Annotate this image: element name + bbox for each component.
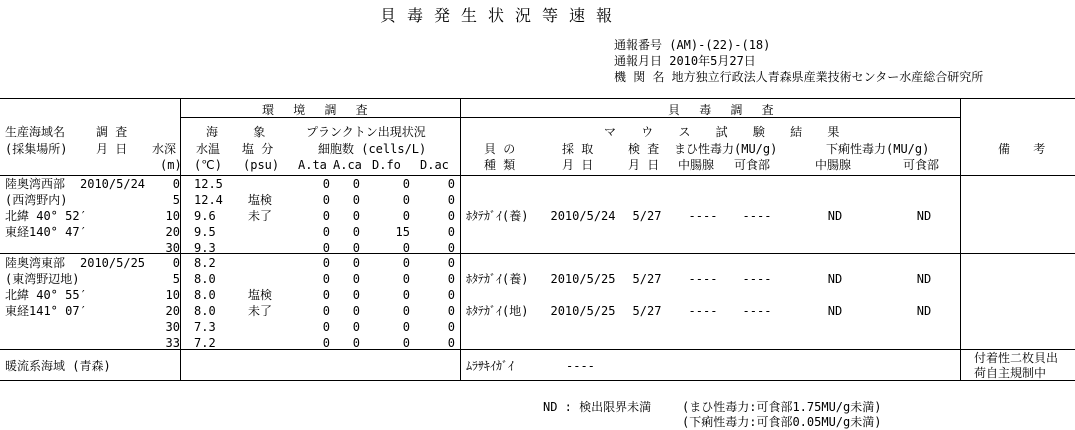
header-marine: 海 象 — [206, 125, 280, 139]
cell-ata: 0 — [322, 272, 330, 286]
cell-psp-edible: ---- — [742, 209, 772, 223]
cell-ata: 0 — [322, 225, 330, 239]
header-depth: 水深 — [152, 142, 177, 156]
agency-name: 機 関 名 地方独立行政法人青森県産業技術センター水産総合研究所 — [614, 70, 984, 84]
header-survey: 調 査 — [96, 125, 128, 139]
warm-current-area: 暖流系海域 (青森) — [5, 359, 111, 373]
header-temp-unit: (℃) — [194, 158, 222, 172]
report-date: 通報月日 2010年5月27日 — [614, 54, 756, 68]
toxin-section-header: 貝 毒 調 査 — [668, 103, 780, 117]
cell-salinity: 塩検 — [247, 193, 272, 207]
cell-area: (西湾野内) — [5, 193, 68, 207]
cell-psp-gut: ---- — [688, 209, 718, 223]
header-survey-sub: 月 日 — [96, 142, 128, 156]
cell-ata: 0 — [322, 256, 330, 270]
cell-depth: 5 — [172, 272, 180, 286]
cell-depth: 5 — [172, 193, 180, 207]
header-sampling-sub: 月 日 — [562, 158, 594, 172]
divider-right — [960, 98, 961, 380]
cell-sampling-date: 2010/5/25 — [550, 272, 616, 286]
cell-dfo: 0 — [402, 209, 410, 223]
cell-aca: 0 — [352, 256, 360, 270]
cell-area: (東湾野辺地) — [5, 272, 80, 286]
table-rule-head — [0, 175, 1075, 176]
cell-salinity: 塩検 — [247, 288, 272, 302]
cell-depth: 30 — [165, 320, 180, 334]
cell-temp: 12.4 — [194, 193, 223, 207]
cell-ata: 0 — [322, 304, 330, 318]
warm-current-sampling: ---- — [566, 359, 595, 373]
note-nd: ND : 検出限界未満 — [543, 400, 652, 414]
header-sampling: 採 取 — [562, 142, 594, 156]
cell-dsp-edible: ND — [916, 272, 932, 286]
cell-salinity: 未了 — [247, 209, 272, 223]
cell-temp: 8.0 — [194, 272, 216, 286]
cell-dfo: 0 — [402, 272, 410, 286]
note-psp: (まひ性毒力:可食部1.75MU/g未満) — [682, 400, 882, 414]
header-psp: まひ性毒力(MU/g) — [674, 142, 778, 156]
cell-area: 陸奥湾西部 — [5, 177, 66, 191]
cell-aca: 0 — [352, 177, 360, 191]
cell-depth: 20 — [165, 304, 180, 318]
cell-shell: ﾎﾀﾃｶﾞｲ(地) — [466, 304, 529, 318]
cell-depth: 10 — [165, 288, 180, 302]
header-area: 生産海域名 — [5, 125, 66, 139]
cell-ata: 0 — [322, 193, 330, 207]
cell-dsp-gut: ND — [827, 209, 843, 223]
cell-temp: 9.6 — [194, 209, 216, 223]
cell-aca: 0 — [352, 304, 360, 318]
cell-depth: 30 — [165, 241, 180, 255]
cell-depth: 0 — [172, 256, 180, 270]
cell-temp: 9.5 — [194, 225, 216, 239]
cell-dsp-edible: ND — [916, 209, 932, 223]
cell-dsp-gut: ND — [827, 304, 843, 318]
cell-dac: 0 — [447, 336, 455, 350]
cell-aca: 0 — [352, 193, 360, 207]
header-salinity-unit: (psu) — [243, 158, 280, 172]
header-shell-sub: 種 類 — [484, 158, 516, 172]
cell-temp: 12.5 — [194, 177, 223, 191]
note-dsp: (下痢性毒力:可食部0.05MU/g未満) — [682, 415, 882, 429]
cell-dac: 0 — [447, 288, 455, 302]
cell-dfo: 0 — [402, 304, 410, 318]
header-dsp-edible: 可食部 — [903, 158, 940, 172]
cell-aca: 0 — [352, 288, 360, 302]
table-rule-sub — [180, 117, 960, 118]
cell-depth: 20 — [165, 225, 180, 239]
report-number: 通報番号 (AM)-(22)-(18) — [614, 38, 771, 52]
cell-salinity: 未了 — [247, 304, 272, 318]
header-dsp: 下痢性毒力(MU/g) — [826, 142, 930, 156]
cell-psp-gut: ---- — [688, 272, 718, 286]
header-dac: D.ac — [420, 158, 449, 172]
cell-sampling-date: 2010/5/24 — [550, 209, 616, 223]
header-inspection-sub: 月 日 — [628, 158, 660, 172]
cell-aca: 0 — [352, 272, 360, 286]
cell-temp: 8.2 — [194, 256, 216, 270]
divider-left — [180, 98, 181, 380]
cell-dac: 0 — [447, 320, 455, 334]
cell-aca: 0 — [352, 225, 360, 239]
cell-ata: 0 — [322, 320, 330, 334]
header-aca: A.ca — [333, 158, 362, 172]
cell-inspection-date: 5/27 — [632, 272, 662, 286]
cell-psp-gut: ---- — [688, 304, 718, 318]
header-inspection: 検 査 — [628, 142, 660, 156]
cell-aca: 0 — [352, 209, 360, 223]
cell-dac: 0 — [447, 304, 455, 318]
cell-dfo: 0 — [402, 193, 410, 207]
header-mouse-test: マ ウ ス 試 験 結 果 — [604, 125, 849, 139]
cell-survey-date: 2010/5/24 — [80, 177, 146, 191]
cell-area: 東経140° 47′ — [5, 225, 87, 239]
header-cells: 細胞数 (cells/L) — [318, 142, 427, 156]
report-title: 貝毒発生状況等速報 — [380, 6, 624, 25]
cell-area: 陸奥湾東部 — [5, 256, 66, 270]
cell-dfo: 0 — [402, 256, 410, 270]
cell-temp: 8.0 — [194, 288, 216, 302]
cell-dfo: 0 — [402, 336, 410, 350]
cell-dfo: 0 — [402, 320, 410, 334]
cell-dac: 0 — [447, 272, 455, 286]
header-shell: 貝 の — [484, 142, 516, 156]
cell-shell: ﾎﾀﾃｶﾞｲ(養) — [466, 272, 529, 286]
divider-env — [460, 98, 461, 380]
warm-current-remark-2: 荷自主規制中 — [974, 366, 1047, 380]
cell-dfo: 0 — [402, 288, 410, 302]
header-remarks: 備 考 — [998, 142, 1054, 156]
table-rule-bottom — [0, 380, 1075, 381]
warm-current-remark-1: 付着性二枚貝出 — [974, 351, 1059, 365]
header-area-sub: (採集場所) — [5, 142, 68, 156]
cell-inspection-date: 5/27 — [632, 304, 662, 318]
cell-aca: 0 — [352, 336, 360, 350]
cell-dfo: 0 — [402, 177, 410, 191]
cell-ata: 0 — [322, 241, 330, 255]
warm-current-shell: ﾑﾗｻｷｲｶﾞｲ — [466, 359, 515, 373]
cell-dac: 0 — [447, 256, 455, 270]
header-dsp-gut: 中腸腺 — [815, 158, 852, 172]
cell-dac: 0 — [447, 193, 455, 207]
cell-sampling-date: 2010/5/25 — [550, 304, 616, 318]
header-psp-gut: 中腸腺 — [678, 158, 715, 172]
cell-temp: 7.2 — [194, 336, 216, 350]
header-psp-edible: 可食部 — [734, 158, 771, 172]
cell-psp-edible: ---- — [742, 272, 772, 286]
header-depth-unit: (m) — [160, 158, 182, 172]
cell-area: 東経141° 07′ — [5, 304, 87, 318]
cell-temp: 9.3 — [194, 241, 216, 255]
cell-aca: 0 — [352, 320, 360, 334]
cell-depth: 10 — [165, 209, 180, 223]
cell-dfo: 15 — [395, 225, 410, 239]
cell-dfo: 0 — [402, 241, 410, 255]
cell-dsp-gut: ND — [827, 272, 843, 286]
cell-psp-edible: ---- — [742, 304, 772, 318]
table-rule-top — [0, 98, 1075, 99]
cell-shell: ﾎﾀﾃｶﾞｲ(養) — [466, 209, 529, 223]
cell-area: 北緯 40° 52′ — [5, 209, 87, 223]
header-plankton: プランクトン出現状況 — [306, 125, 426, 139]
cell-area: 北緯 40° 55′ — [5, 288, 87, 302]
header-temp: 水温 — [196, 142, 221, 156]
cell-depth: 33 — [165, 336, 180, 350]
cell-dac: 0 — [447, 177, 455, 191]
header-dfo: D.fo — [372, 158, 401, 172]
cell-ata: 0 — [322, 209, 330, 223]
cell-dac: 0 — [447, 225, 455, 239]
header-salinity: 塩 分 — [242, 142, 274, 156]
cell-aca: 0 — [352, 241, 360, 255]
cell-inspection-date: 5/27 — [632, 209, 662, 223]
cell-survey-date: 2010/5/25 — [80, 256, 146, 270]
cell-dac: 0 — [447, 209, 455, 223]
header-ata: A.ta — [298, 158, 327, 172]
cell-ata: 0 — [322, 177, 330, 191]
cell-ata: 0 — [322, 336, 330, 350]
cell-ata: 0 — [322, 288, 330, 302]
cell-temp: 7.3 — [194, 320, 216, 334]
cell-dsp-edible: ND — [916, 304, 932, 318]
cell-depth: 0 — [172, 177, 180, 191]
cell-temp: 8.0 — [194, 304, 216, 318]
cell-dac: 0 — [447, 241, 455, 255]
env-section-header: 環 境 調 査 — [262, 103, 374, 117]
